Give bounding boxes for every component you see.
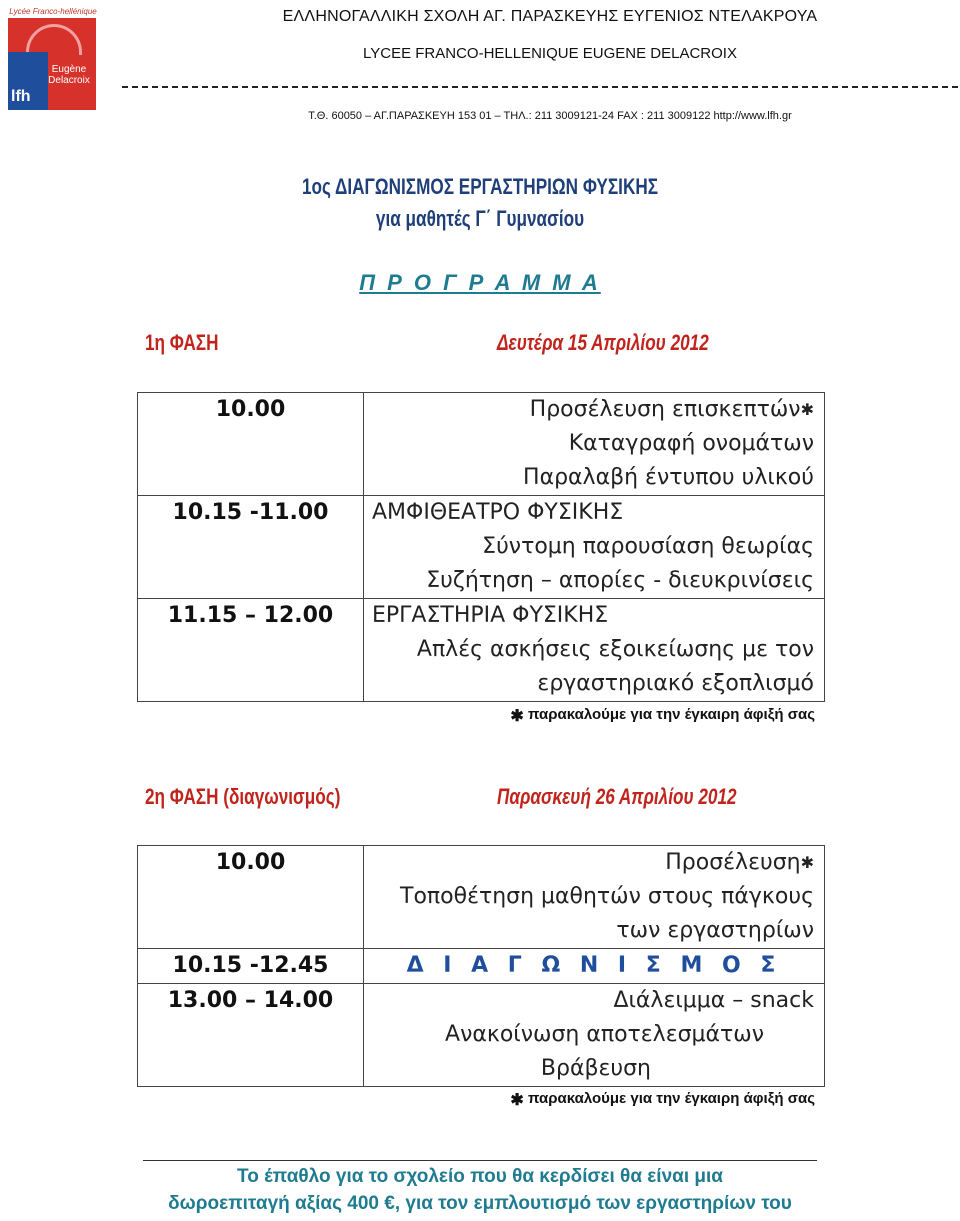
- competition-title: 1ος ΔΙΑΓΩΝΙΣΜΟΣ ΕΡΓΑΣΤΗΡΙΩΝ ΦΥΣΙΚΗΣ: [301, 174, 659, 199]
- activity-line: Διάλειμμα – snack: [613, 988, 814, 1013]
- activity-text: Προσέλευση επισκεπτών: [529, 397, 801, 422]
- arrival-note-text: παρακαλούμε για την έγκαιρη άφιξή σας: [527, 706, 815, 723]
- activity-cell: [364, 393, 825, 496]
- activity-cell: [364, 984, 825, 1087]
- time-value: 10.15 -12.45: [172, 953, 329, 978]
- phase1-label: 1η ΦΑΣΗ: [145, 330, 219, 355]
- time-value: 10.15 -11.00: [172, 500, 329, 525]
- phase2-date: Παρασκευή 26 Απριλίου 2012: [497, 784, 737, 809]
- table-row: [138, 949, 825, 984]
- activity-line: Τοποθέτηση μαθητών στους πάγκους: [400, 884, 814, 909]
- phase1-arrival-note: [137, 706, 815, 726]
- time-cell: [138, 599, 364, 702]
- logo-name-first: Eugène: [51, 64, 87, 75]
- table-row: [138, 496, 825, 599]
- activity-cell: [364, 846, 825, 949]
- asterisk-icon: ✱: [800, 853, 814, 872]
- activity-line: Βράβευση: [540, 1056, 651, 1081]
- program-heading-text: Π Ρ Ο Γ Ρ Α Μ Μ Α: [359, 270, 601, 295]
- time-value: 10.00: [215, 850, 286, 875]
- time-value: 13.00 – 14.00: [167, 988, 334, 1013]
- activity-heading: ΕΡΓΑΣΤΗΡΙΑ ΦΥΣΙΚΗΣ: [372, 603, 609, 628]
- school-name-french: LYCEE FRANCO-HELLENIQUE EUGENE DELACROIX: [363, 45, 737, 62]
- time-cell: [138, 984, 364, 1087]
- table-row: [138, 599, 825, 702]
- phase2-arrival-note: [137, 1090, 815, 1110]
- school-contact: Τ.Θ. 60050 – ΑΓ.ΠΑΡΑΣΚΕΥΗ 153 01 – ΤΗΛ.: 211 3009121-24 FAX : 211 3009122 http://www.lfh.gr: [308, 110, 792, 122]
- logo-mark: lfh: [11, 88, 31, 105]
- time-value: 11.15 – 12.00: [167, 603, 334, 628]
- program-heading: [0, 270, 960, 296]
- time-cell: [138, 496, 364, 599]
- activity-line: [364, 846, 824, 880]
- logo-arc-shape: [26, 24, 82, 55]
- phase2-label: 2η ΦΑΣΗ (διαγωνισμός): [145, 784, 341, 809]
- phase2-schedule-table: [137, 845, 825, 1087]
- table-row: [138, 393, 825, 496]
- time-cell: [138, 846, 364, 949]
- competition-subtitle: για μαθητές Γ΄ Γυμνασίου: [375, 206, 585, 231]
- activity-line: Καταγραφή ονομάτων: [568, 431, 814, 456]
- school-logo: [8, 6, 98, 110]
- logo-emblem: [8, 18, 96, 110]
- activity-line: Απλές ασκήσεις εξοικείωσης με τον: [416, 637, 814, 662]
- phase1-schedule-table: [137, 392, 825, 702]
- phase1-date: Δευτέρα 15 Απριλίου 2012: [497, 330, 709, 355]
- asterisk-icon: ✱: [510, 1092, 524, 1109]
- header-divider: [122, 86, 958, 88]
- school-name-greek: ΕΛΛΗΝΟΓΑΛΛΙΚΗ ΣΧΟΛΗ ΑΓ. ΠΑΡΑΣΚΕΥΗΣ ΕΥΓΕΝΙΟΣ ΝΤΕΛΑΚΡΟΥΑ: [282, 8, 818, 25]
- activity-cell: [364, 949, 825, 984]
- activity-heading: ΑΜΦΙΘΕΑΤΡΟ ΦΥΣΙΚΗΣ: [372, 500, 624, 525]
- prize-text-line2: δωροεπιταγή αξίας 400 €, για τον εμπλουτισμό των εργαστηρίων του: [168, 1193, 792, 1214]
- prize-text-line1: Το έπαθλο για το σχολείο που θα κερδίσει θα είναι μια: [237, 1166, 723, 1187]
- time-value: 10.00: [215, 397, 286, 422]
- logo-name-last: Delacroix: [48, 75, 90, 86]
- arrival-note-text: παρακαλούμε για την έγκαιρη άφιξή σας: [527, 1090, 815, 1107]
- activity-line: Σύντομη παρουσίαση θεωρίας: [482, 534, 814, 559]
- asterisk-icon: ✱: [800, 400, 814, 419]
- activity-text: Προσέλευση: [665, 850, 801, 875]
- activity-line: [364, 393, 824, 427]
- competition-label: Δ Ι Α Γ Ω Ν Ι Σ Μ Ο Σ: [406, 953, 782, 978]
- logo-name: [44, 64, 94, 86]
- activity-line: Παραλαβή έντυπου υλικού: [523, 465, 814, 490]
- table-row: [138, 846, 825, 949]
- activity-line: εργαστηριακό εξοπλισμό: [537, 671, 814, 696]
- asterisk-icon: ✱: [510, 708, 524, 725]
- table-row: [138, 984, 825, 1087]
- logo-top-text: Lycée Franco-hellénique: [9, 7, 97, 16]
- activity-line: Συζήτηση – απορίες - διευκρινίσεις: [426, 568, 814, 593]
- time-cell: [138, 393, 364, 496]
- activity-line: των εργαστηρίων: [616, 918, 814, 943]
- activity-line: Ανακοίνωση αποτελεσμάτων: [445, 1022, 764, 1047]
- time-cell: [138, 949, 364, 984]
- footer-divider: [143, 1160, 817, 1161]
- activity-cell: [364, 599, 825, 702]
- activity-cell: [364, 496, 825, 599]
